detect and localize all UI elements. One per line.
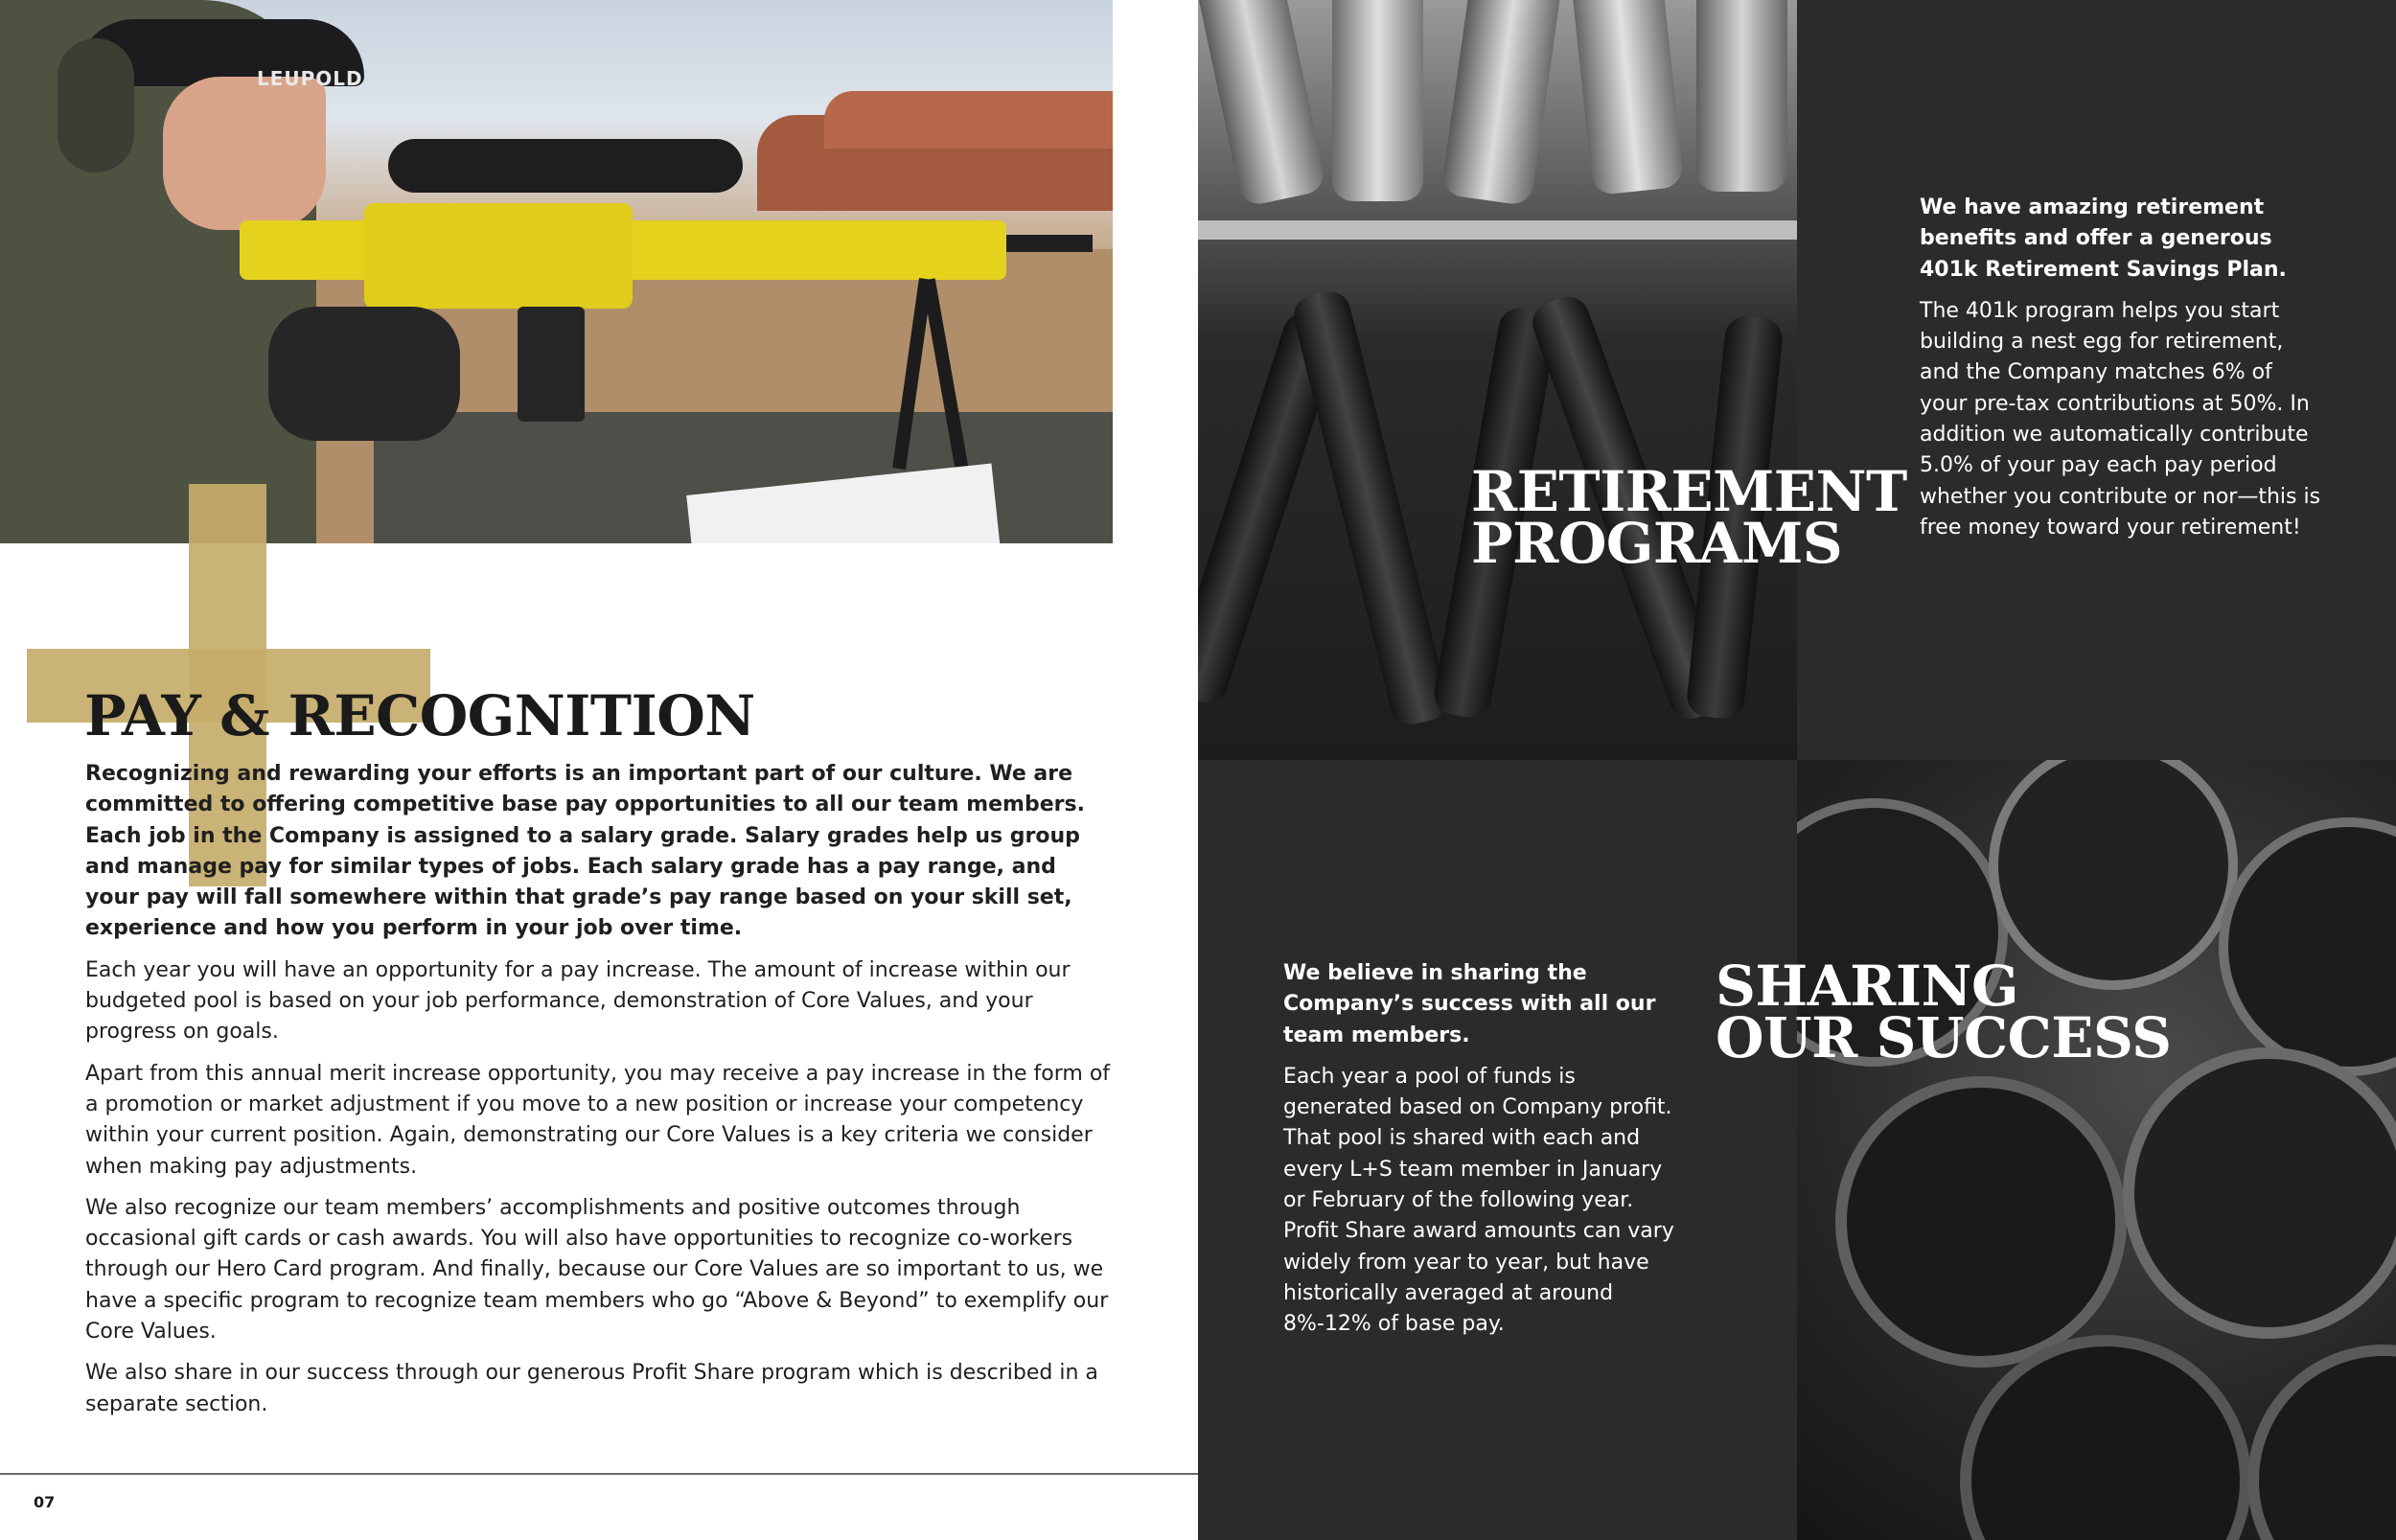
footer-divider (0, 1473, 1198, 1475)
retirement-title-line2: PROGRAMS (1471, 511, 1843, 576)
cap-logo-text: LEUPOLD (257, 67, 363, 90)
retirement-lead: We have amazing retirement benefits and offer a generous 401k Retirement Savings Plan. (1920, 195, 2287, 282)
lenses-photo (1797, 760, 2396, 1540)
retirement-title (1471, 459, 1907, 576)
page-number: 07 (34, 1493, 56, 1511)
sharing-paragraph: Each year a pool of funds is generated based on Company profit. That pool is shared with each and every L+S team member in January or February of the following year. Profit Share award amounts can vary widely from year to year, but have historically averaged at around 8%-12% of base pay. (1283, 1064, 1674, 1337)
page-title: PAY & RECOGNITION (84, 683, 755, 748)
retirement-body (1920, 193, 2322, 554)
barrels-photo (1198, 0, 1797, 760)
sharing-title-line1: SHARING (1716, 954, 2019, 1019)
sharing-title-line2: OUR SUCCESS (1716, 1005, 2172, 1070)
body-paragraph: We also share in our success through our generous Profit Share program which is described in a separate section. (85, 1361, 1098, 1416)
sharing-body (1283, 958, 1686, 1351)
retirement-paragraph: The 401k program helps you start building a nest egg for retirement, and the Company matches 6% of your pre-tax contributions at 50%. In addition we automatically contribute 5.0% of your pay each pay period whether you contribute or nor—this is free money toward your retirement! (1920, 298, 2321, 540)
body-paragraph: Each year you will have an opportunity for a pay increase. The amount of increase within our budgeted pool is based on your job performance, demonstration of Core Values, and your progress on goals. (85, 957, 1071, 1045)
lead-paragraph: Recognizing and rewarding your efforts is an important part of our culture. We are committed to offering competitive base pay opportunities to all our team members. Each job in the Company is assigned to a salary grade. Salary grades help us group and manage pay for similar types of jobs. Each salary grade has a pay range, and your pay will fall somewhere within that grade’s pay range based on your skill set, experience and how you perform in your job over time. (85, 762, 1085, 941)
right-page (1198, 0, 2396, 1540)
body-paragraph: Apart from this annual merit increase opportunity, you may receive a pay increase in the form of a promotion or market adjustment if you move to a new position or increase your competency within your current position. Again, demonstrating our Core Values is a key criteria we consider when making pay adjustments. (85, 1061, 1111, 1179)
body-paragraph: We also recognize our team members’ accomplishments and positive outcomes through occasional gift cards or cash awards. You will also have opportunities to recognize co-workers through our Hero Card program. And finally, because our Core Values are so important to us, we have a specific program to recognize team members who go “Above & Beyond” to exemplify our Core Values. (85, 1195, 1109, 1345)
rifle-range-photo (0, 0, 1113, 543)
sharing-title (1716, 954, 2172, 1070)
sharing-lead: We believe in sharing the Company’s success with all our team members. (1283, 961, 1656, 1047)
pay-recognition-body (85, 759, 1116, 1431)
retirement-title-line1: RETIREMENT (1471, 459, 1907, 524)
